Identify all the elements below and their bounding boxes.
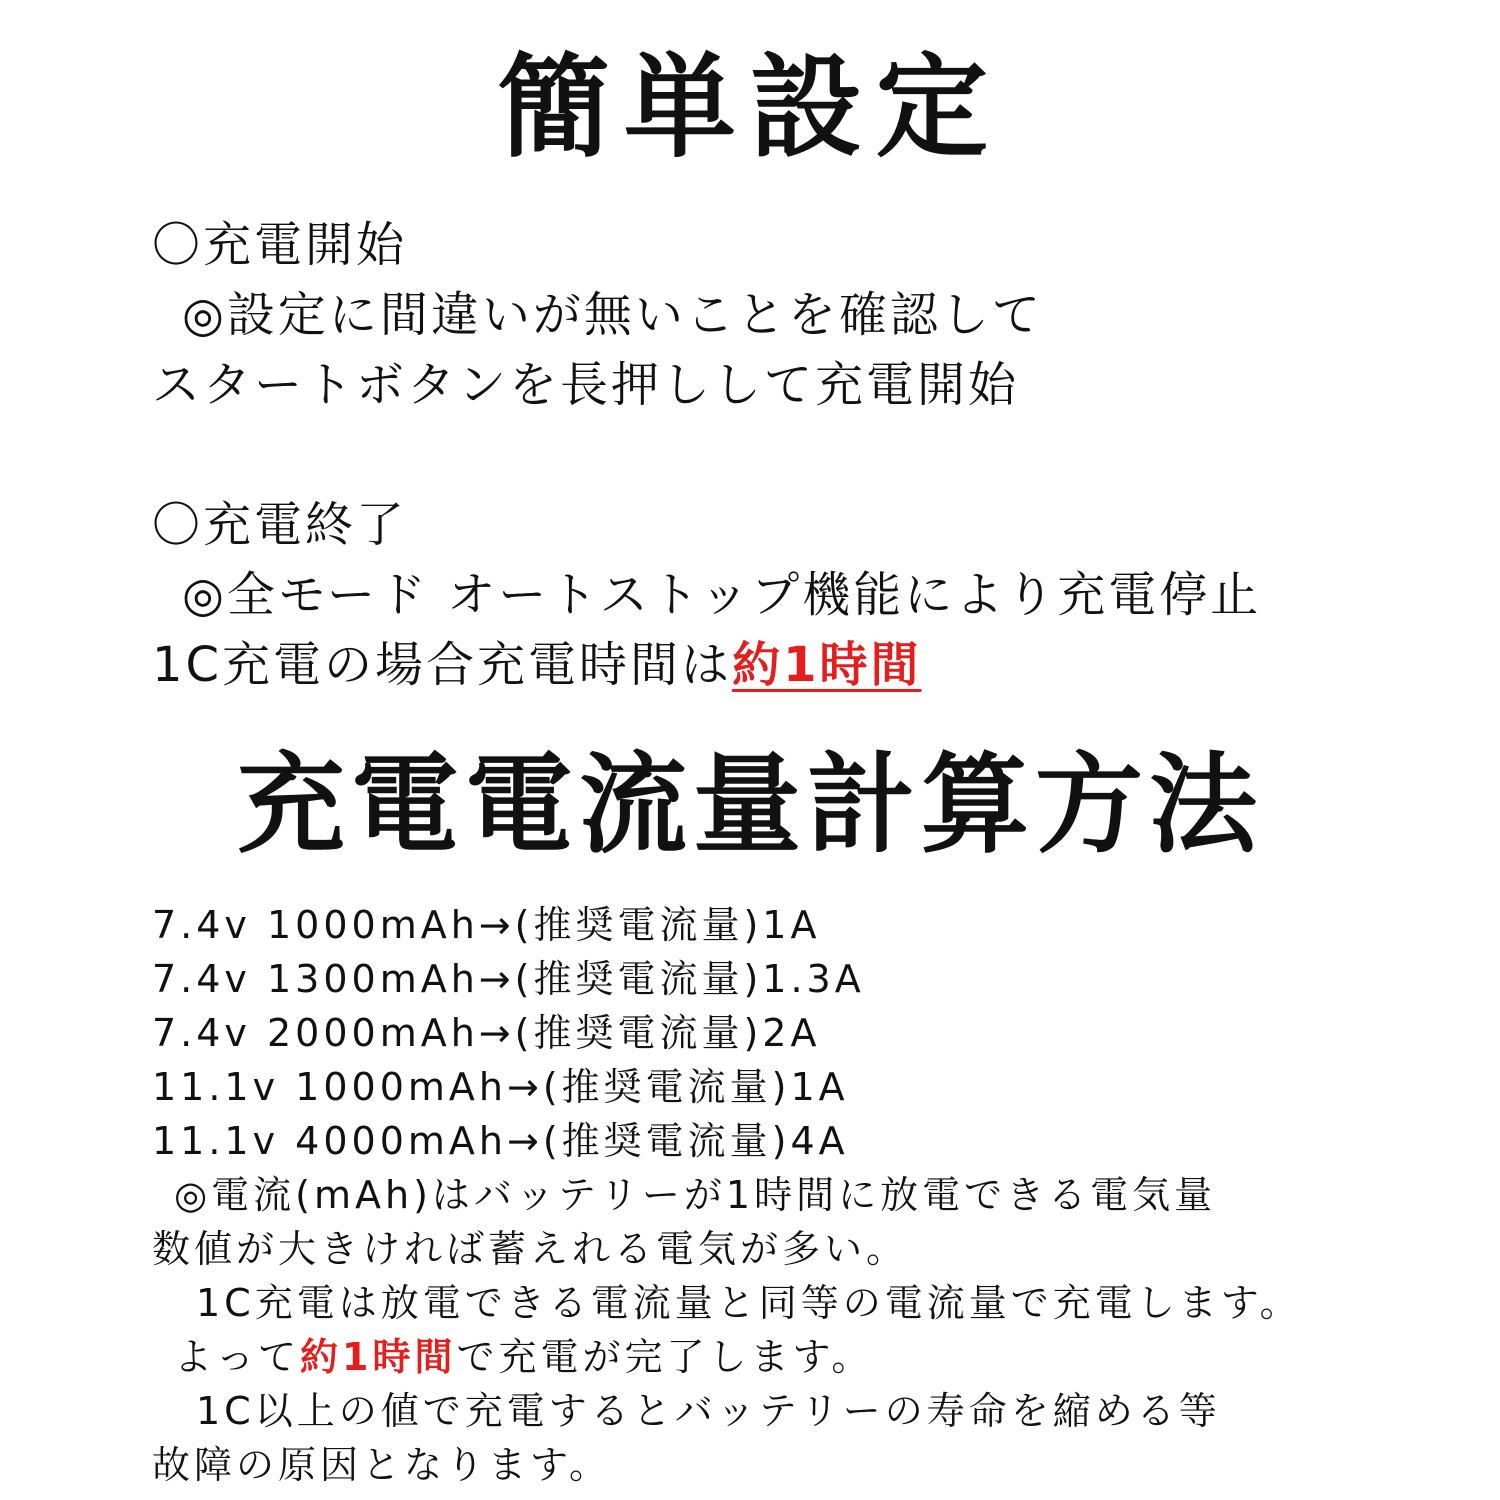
- charge-end-line2: [152, 630, 1261, 700]
- note-line: [152, 1330, 1302, 1384]
- note-line: 数値が大きければ蓄えれる電気が多い。: [152, 1227, 909, 1271]
- calc-method-section: [152, 898, 1302, 1492]
- charge-start-line1: ◎設定に間違いが無いことを確認して: [182, 287, 1043, 343]
- charge-time-text: 1C充電の場合充電時間は: [152, 637, 733, 693]
- charge-end-heading: 〇充電終了: [152, 497, 408, 553]
- calc-method-title: 充電電流量計算方法: [236, 743, 1263, 868]
- note-line: ◎電流(mAh)はバッテリーが1時間に放電できる電気量: [174, 1173, 1217, 1217]
- note-text: で充電が完了します。: [456, 1335, 874, 1379]
- example-line: 11.1v 1000mAh→(推奨電流量)1A: [152, 1065, 849, 1109]
- example-line: 7.4v 1300mAh→(推奨電流量)1.3A: [152, 957, 865, 1001]
- charge-start-section: [152, 210, 1043, 420]
- note-line: 故障の原因となります。: [152, 1443, 611, 1487]
- note-line: 1C充電は放電できる電流量と同等の電流量で充電します。: [196, 1281, 1302, 1325]
- note-highlight: 約1時間: [300, 1335, 457, 1379]
- page-title: 簡単設定: [498, 43, 1002, 173]
- charge-time-highlight: 約1時間: [732, 637, 922, 693]
- example-line: 7.4v 1000mAh→(推奨電流量)1A: [152, 903, 821, 947]
- note-text: よって: [174, 1335, 301, 1379]
- charge-end-line1: ◎全モード オートストップ機能により充電停止: [182, 567, 1262, 623]
- example-line: 7.4v 2000mAh→(推奨電流量)2A: [152, 1011, 821, 1055]
- charge-end-section: [152, 490, 1261, 700]
- example-line: 11.1v 4000mAh→(推奨電流量)4A: [152, 1119, 849, 1163]
- charge-start-line2: スタートボタンを長押しして充電開始: [152, 357, 1020, 413]
- charge-start-heading: 〇充電開始: [152, 217, 408, 273]
- note-line: 1C以上の値で充電するとバッテリーの寿命を縮める等: [196, 1389, 1221, 1433]
